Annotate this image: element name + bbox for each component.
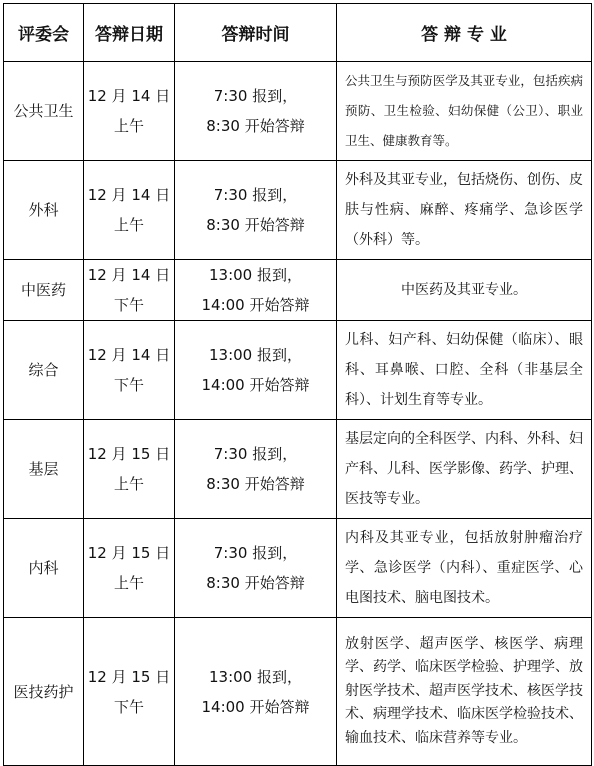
date-text: 12 月 14 日 bbox=[87, 346, 171, 364]
period-text: 下午 bbox=[113, 296, 144, 314]
date-cell bbox=[84, 420, 175, 519]
checkin-text: 7:30 报到， bbox=[213, 544, 298, 562]
time-cell bbox=[175, 618, 337, 766]
defense-schedule-table bbox=[3, 3, 592, 766]
date-text: 12 月 15 日 bbox=[87, 667, 171, 686]
checkin-text: 13:00 报到， bbox=[209, 266, 302, 284]
table-row bbox=[4, 62, 592, 161]
date-cell bbox=[84, 618, 175, 766]
committee-cell: 综合 bbox=[4, 321, 84, 420]
date-text: 12 月 14 日 bbox=[87, 186, 171, 204]
time-cell bbox=[175, 519, 337, 618]
start-text: 14:00 开始答辩 bbox=[201, 296, 310, 314]
major-cell: 儿科、妇产科、妇幼保健（临床）、眼科、耳鼻喉、口腔、全科（非基层全科）、计划生育等专业。 bbox=[337, 321, 592, 420]
start-text: 8:30 开始答辩 bbox=[206, 574, 305, 592]
date-text: 12 月 14 日 bbox=[87, 87, 171, 105]
table-row bbox=[4, 420, 592, 519]
table-row bbox=[4, 519, 592, 618]
date-cell bbox=[84, 62, 175, 161]
table-row bbox=[4, 618, 592, 766]
committee-cell: 内科 bbox=[4, 519, 84, 618]
checkin-text: 7:30 报到， bbox=[213, 445, 298, 463]
major-cell: 中医药及其亚专业。 bbox=[337, 260, 592, 321]
major-cell: 公共卫生与预防医学及其亚专业，包括疾病预防、卫生检验、妇幼保健（公卫）、职业卫生、健康教育等。 bbox=[337, 62, 592, 161]
date-cell bbox=[84, 161, 175, 260]
table-row bbox=[4, 161, 592, 260]
table-row bbox=[4, 321, 592, 420]
major-cell: 放射医学、超声医学、核医学、病理学、药学、临床医学检验、护理学、放射医学技术、超声医学技术、核医学技术、病理学技术、临床医学检验技术、输血技术、临床营养等专业。 bbox=[337, 618, 592, 766]
checkin-text: 7:30 报到， bbox=[213, 87, 298, 105]
major-cell: 基层定向的全科医学、内科、外科、妇产科、儿科、医学影像、药学、护理、医技等专业。 bbox=[337, 420, 592, 519]
major-cell: 外科及其亚专业，包括烧伤、创伤、皮肤与性病、麻醉、疼痛学、急诊医学（外科）等。 bbox=[337, 161, 592, 260]
table-row bbox=[4, 260, 592, 321]
committee-cell: 外科 bbox=[4, 161, 84, 260]
committee-cell: 公共卫生 bbox=[4, 62, 84, 161]
start-text: 14:00 开始答辩 bbox=[201, 376, 310, 394]
time-cell bbox=[175, 260, 337, 321]
date-text: 12 月 15 日 bbox=[87, 544, 171, 562]
time-cell bbox=[175, 161, 337, 260]
time-cell bbox=[175, 420, 337, 519]
date-text: 12 月 14 日 bbox=[87, 266, 171, 284]
header-committee: 评委会 bbox=[4, 4, 84, 62]
time-cell bbox=[175, 321, 337, 420]
header-time: 答辩时间 bbox=[175, 4, 337, 62]
start-text: 8:30 开始答辩 bbox=[206, 117, 305, 135]
period-text: 上午 bbox=[113, 475, 144, 493]
period-text: 下午 bbox=[113, 697, 144, 716]
committee-cell: 医技药护 bbox=[4, 618, 84, 766]
period-text: 上午 bbox=[113, 574, 144, 592]
date-cell bbox=[84, 519, 175, 618]
start-text: 14:00 开始答辩 bbox=[201, 697, 310, 716]
period-text: 上午 bbox=[113, 216, 144, 234]
time-cell bbox=[175, 62, 337, 161]
header-row bbox=[4, 4, 592, 62]
committee-cell: 基层 bbox=[4, 420, 84, 519]
start-text: 8:30 开始答辩 bbox=[206, 216, 305, 234]
checkin-text: 13:00 报到， bbox=[209, 667, 302, 686]
checkin-text: 7:30 报到， bbox=[213, 186, 298, 204]
start-text: 8:30 开始答辩 bbox=[206, 475, 305, 493]
major-cell: 内科及其亚专业，包括放射肿瘤治疗学、急诊医学（内科）、重症医学、心电图技术、脑电图技术。 bbox=[337, 519, 592, 618]
committee-cell: 中医药 bbox=[4, 260, 84, 321]
period-text: 上午 bbox=[113, 117, 144, 135]
header-date: 答辩日期 bbox=[84, 4, 175, 62]
header-major: 答 辩 专 业 bbox=[337, 4, 592, 62]
period-text: 下午 bbox=[113, 376, 144, 394]
date-cell bbox=[84, 321, 175, 420]
checkin-text: 13:00 报到， bbox=[209, 346, 302, 364]
date-text: 12 月 15 日 bbox=[87, 445, 171, 463]
date-cell bbox=[84, 260, 175, 321]
